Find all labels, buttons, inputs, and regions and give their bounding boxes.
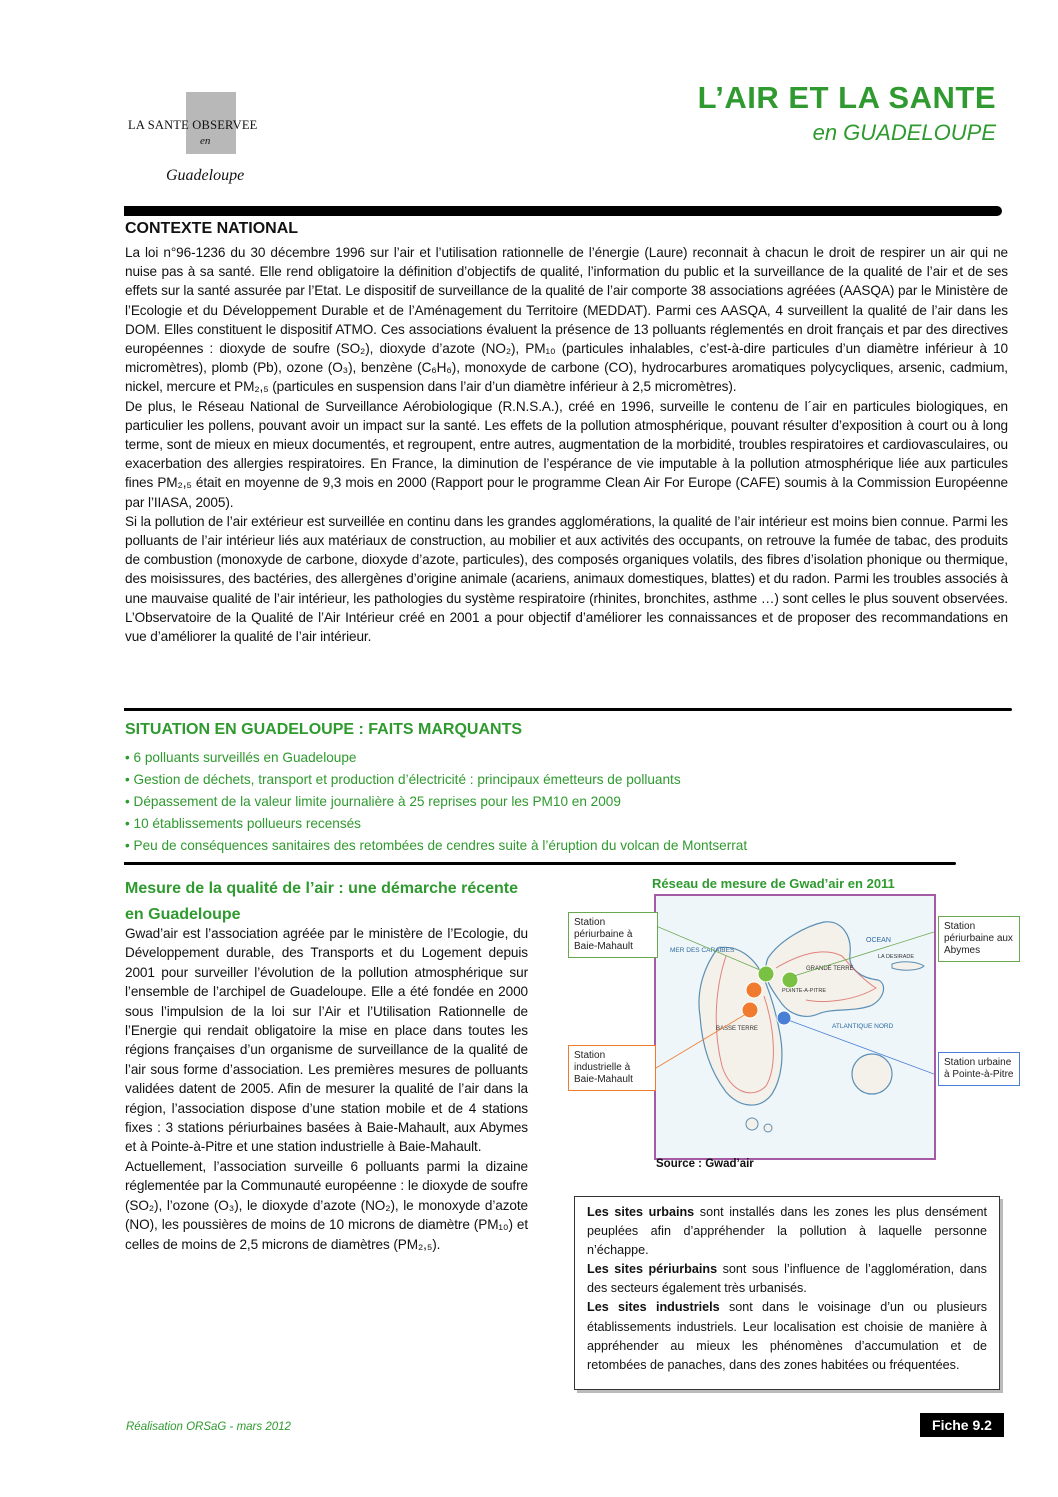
- info-urbains: [587, 1203, 987, 1260]
- page-subtitle: en GUADELOUPE: [812, 120, 996, 145]
- map-label: POINTE-A-PITRE: [782, 988, 827, 994]
- national-paragraph: Si la pollution de l’air extérieur est surveillée en continu dans les grandes agglomérations, la qualité de l’air intérieur est moins bien connue. Parmi les polluants de l’air intérieur liés aux matériaux de construction, au mobilier et aux activités des occupants, on retrouve la fumée de tabac, des produits de combustion (monoxyde de carbone, dioxyde d’azote, particules), des composés organiques volatils, des fibres d’isolation phonique ou thermique, des moisissures, des bactéries, des allergènes d’origine animale (acariens, animaux domestiques, blattes) et du radon. Parmi les troubles associés à une mauvaise qualité de l’air intérieur, les pathologies du système respiratoire (rhinites, bronchites, asthme …) sont celles le plus souvent observées. L’Observatoire de la Qualité de l’Air Intérieur créé en 2001 a pour objectif d’améliorer les connaissances et de proposer des recommandations en vue d’améliorer la qualité de l’air intérieur.: [125, 513, 1008, 645]
- map-figure: [654, 894, 936, 1160]
- callout-urbaine-pointe-a-pitre: Station urbaine à Pointe-à-Pitre: [938, 1052, 1020, 1086]
- national-body: [125, 243, 1008, 646]
- info-industriels: [587, 1298, 987, 1374]
- map-label: LA DESIRADE: [878, 954, 915, 960]
- info-term: Les sites urbains: [587, 1205, 695, 1219]
- map-label: MER DES CARAÏBES: [670, 947, 735, 954]
- fact-item: • 10 établissements polluеurs recensés: [125, 816, 361, 831]
- station-periurbaine-baie-mahault-marker: [758, 966, 774, 982]
- info-definition: sont installés dans les zones les plus densément peuplées afin d’appréhender la pollution à laquelle personne n’échappe.: [587, 1205, 988, 1258]
- les-saintes-island: [764, 1124, 772, 1132]
- measure-paragraph: Actuellement, l’association surveille 6 polluants parmi la dizaine réglementée par la Communauté européenne : le dioxyde de soufre (SO₂), l’ozone (O₃), le dioxyde d’azote (NO₂), le monoxyde d’azote (NO), les poussières de moins de 10 microns de diamètre (PM₁₀) et celles de moins de 2,5 microns de diamètres (PM₂,₅).: [125, 1158, 528, 1252]
- logo-text-line1: LA SANTE OBSERVEE: [128, 118, 258, 132]
- station-periurbaine-abymes-marker: [782, 972, 798, 988]
- fact-item: • Gestion de déchets, transport et production d’électricité : principaux émetteurs de polluants: [125, 772, 681, 787]
- map-label: ATLANTIQUE NORD: [832, 1023, 894, 1030]
- map-label: OCEAN: [866, 937, 891, 944]
- fact-item: • 6 polluants surveillés en Guadeloupe: [125, 750, 357, 765]
- logo-text-line2: en: [200, 135, 211, 147]
- page-title: L’AIR ET LA SANTE: [697, 80, 996, 115]
- info-periurbains: [587, 1260, 987, 1298]
- callout-periurbaine-baie-mahault: Station périurbaine à Baie-Mahault: [568, 912, 658, 958]
- section-rule: [124, 708, 1012, 711]
- guadeloupe-map: [656, 896, 934, 1158]
- header-rule: [124, 206, 1002, 216]
- measure-paragraph: Gwad’air est l’association agréée par le ministère de l’Ecologie, du Développement durable, des Transports et du Logement depuis 2001 pour surveiller l’évolution de la pollution atmosphérique sur l’ensemble de l’archipel de Guadeloupe. Elle a été fondée en 2000 sous l’impulsion de la loi sur l’Air et l’Utilisation Rationnelle de l’Energie qui rendait obligatoire la mise en place dans toutes les régions françaises d’un organisme de surveillance de la qualité de l’air sous forme d’association. Les premières mesures de polluants validées datent de 2005. Afin de mesurer la qualité de l’air dans la région, l’association dispose d’une station mobile et de 4 stations fixes : 3 stations périurbaines basées à Baie-Mahault, aux Abymes et à Pointe-à-Pitre et une station industrielle à Baie-Mahault.: [125, 926, 528, 1155]
- section-rule: [124, 862, 956, 865]
- footer-credit: Réalisation ORSaG - mars 2012: [126, 1421, 291, 1433]
- national-paragraph: La loi n°96-1236 du 30 décembre 1996 sur l’air et l’utilisation rationnelle de l’énergie (Laure) reconnait à chacun le droit de respirer un air qui ne nuise pas à sa santé. Elle rend obligatoire la définition d’objectifs de qualité, l’information du public et la surveillance de la qualité de l’air et de ses effets sur la santé assurée par l’Etat. Le dispositif de surveillance de la qualité de l’air comporte 38 associations agréées (AASQA) par le Ministère de l’Ecologie et du Développement Durable et de l’Aménagement du Territoire (MEDDAT). Parmi ces AASQA, 4 surveillent la qualité de l’air dans les DOM. Elles constituent le dispositif ATMO. Ces associations évaluent la présence de 13 polluants réglementés en droit français et par des directives européennes : dioxyde de soufre (SO₂), dioxyde d’azote (NO₂), PM₁₀ (particules inhalables, c’est-à-dire particules d’un diamètre inférieur à 10 micromètres), plomb (Pb), ozone (O₃), benzène (C₆H₆), monoxyde de carbone (CO), hydrocarbures aromatiques polycycliques, arsenic, cadmium, nickel, mercure et PM₂,₅ (particules en suspension dans l’air d’un diamètre inférieur à 2,5 micromètres).: [125, 245, 1008, 395]
- info-definition: sont sous l’influence de l’agglomération, dans des secteurs également très urbanisés.: [587, 1262, 987, 1296]
- national-paragraph: De plus, le Réseau National de Surveillance Aérobiologique (R.N.S.A.), créé en 1996, surveille le contenu de l´air en particules biologiques, en particulier les pollens, pouvant avoir un impact sur la santé. Les effets de la pollution atmosphérique, pouvant résulter d’exposition à court ou à long terme, sont de mieux en mieux documentés, et regroupent, entre autres, augmentation de la morbidité, troubles respiratoires et cardiovasculaires, ou exacerbation des allergies respiratoires. En France, la diminution de l’espérance de vie imputable à la pollution atmosphérique liée aux particules fines PM₂,₅ était en moyenne de 9,3 mois en 2000 (Rapport pour le programme Clean Air For Europe (CAFE) soumis à la Commission Européenne par l’IIASA, 2005).: [125, 398, 1008, 510]
- fiche-badge: Fiche 9.2: [920, 1413, 1004, 1437]
- map-source: Source : Gwad’air: [656, 1158, 754, 1170]
- map-label: BASSE TERRE: [716, 1026, 758, 1032]
- station-mobile-marker: [746, 982, 762, 998]
- map-label: GRANDE TERRE: [806, 966, 854, 972]
- facts-list: [125, 747, 747, 857]
- station-industrielle-marker: [742, 1002, 758, 1018]
- logo-text-line3: Guadeloupe: [166, 167, 245, 184]
- info-term: Les sites industriels: [587, 1300, 720, 1315]
- callout-periurbaine-abymes: Station périurbaine aux Abymes: [938, 916, 1020, 962]
- section-heading-national: CONTEXTE NATIONAL: [125, 220, 299, 237]
- info-term: Les sites périurbains: [587, 1262, 718, 1277]
- map-title: Réseau de mesure de Gwad’air en 2011: [652, 876, 895, 891]
- fact-item: • Peu de conséquences sanitaires des retombées de cendres suite à l’éruption du volcan de Montserrat: [125, 838, 748, 853]
- callout-industrielle-baie-mahault: Station industrielle à Baie-Mahault: [568, 1045, 656, 1091]
- marie-galante-island: [852, 1054, 892, 1094]
- measure-body: [125, 924, 528, 1254]
- section-heading-situation: SITUATION EN GUADELOUPE : FAITS MARQUANTS: [125, 721, 523, 738]
- station-urbaine-marker: [777, 1011, 791, 1025]
- info-definition: sont dans le voisinage d’un ou plusieurs établissements industriels. Leur localisation est choisie de manière à appréhender au mieux les phénomènes d’accumulation et de retombées de panaches, dans des zones habitées ou fréquentées.: [587, 1300, 987, 1372]
- fact-item: • Dépassement de la valeur limite journalière à 25 reprises pour les PM10 en 2009: [125, 794, 621, 809]
- measure-heading: Mesure de la qualité de l’air : une démarche récente en Guadeloupe: [125, 880, 519, 923]
- info-box-text: [587, 1203, 987, 1375]
- les-saintes-island: [746, 1118, 758, 1130]
